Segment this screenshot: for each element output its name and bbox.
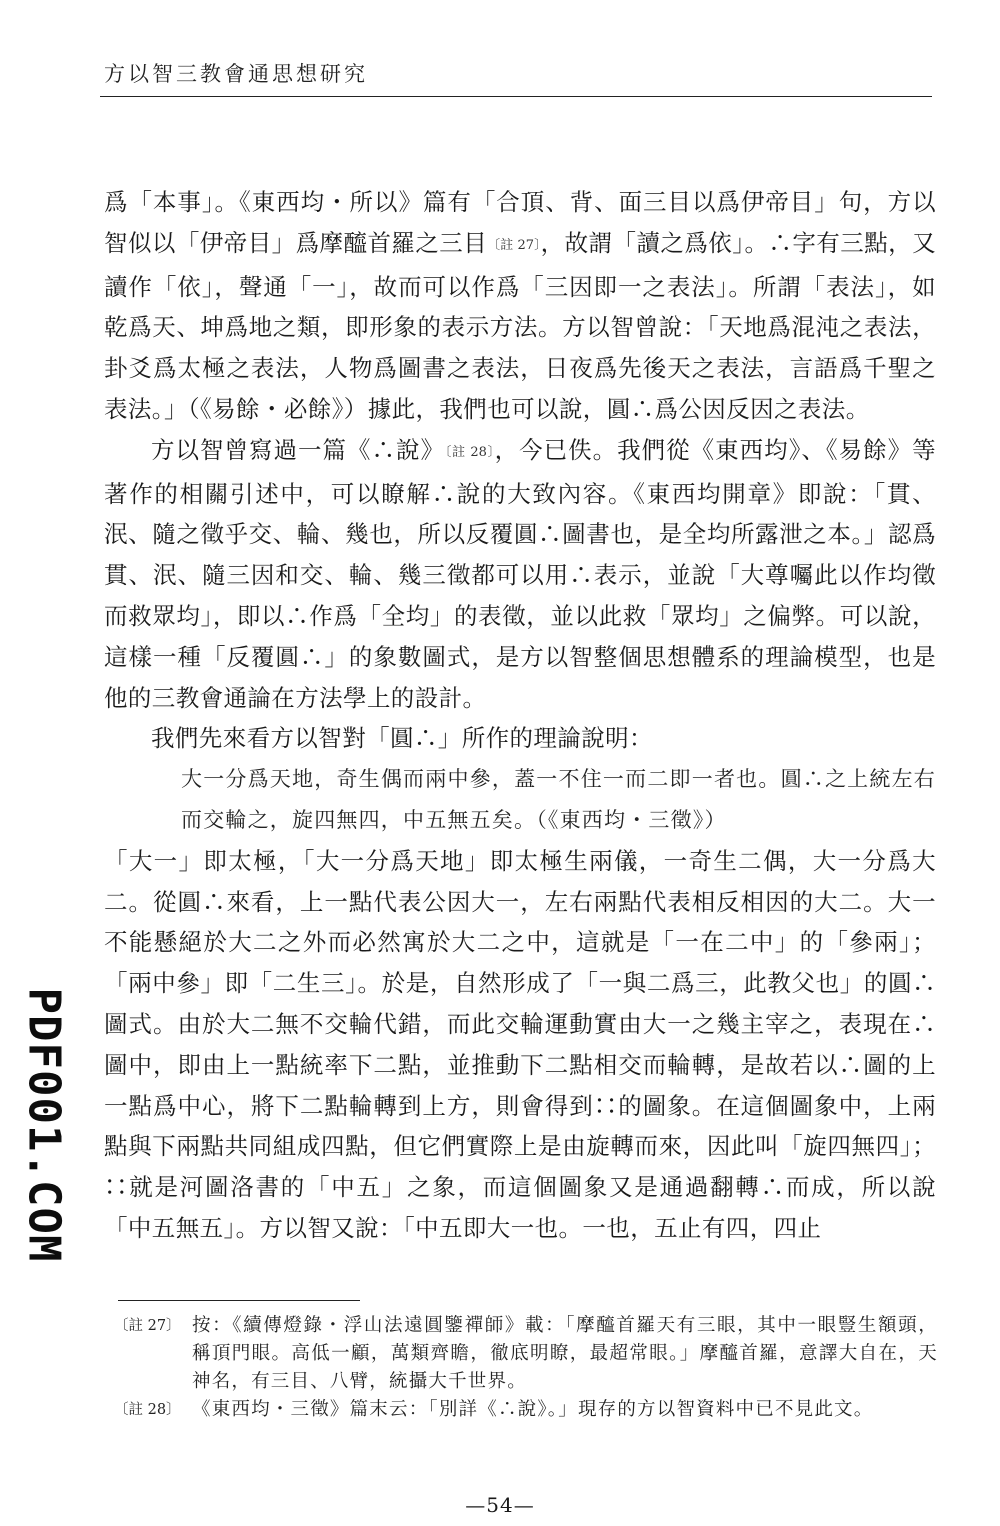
paragraph-3: 我們先來看方以智對「圓∴」所作的理論說明： (151, 724, 653, 753)
block-quote: 大一分爲天地，奇生偶而兩中參，蓋一不住一而二即一者也。圓∴之上統左右而交輪之，旋四無四，中五無五矣。（《東西均・三徵》） (181, 767, 936, 832)
footnote-text: 《東西均・三徵》篇末云：「別詳《∴說》。」現存的方以智資料中已不見此文。 (192, 1399, 874, 1420)
paragraph-2-text-cont: ，今已佚。我們從《東西均》、《易餘》等著作的相關引述中，可以瞭解∴說的大致內容。《東西均開章》即說：「貫、泯、隨之徵乎交、輪、幾也，所以反覆圓∴圖書也，是全均所露泄之本。」認爲貫、泯、隨三因和交、輪、幾三徵都可以用∴表示，並說「大尊囑此以作均徵而救眾均」，即以∴作爲「全均」的表徵，並以此救「眾均」之偏弊。可以說，這樣一種「反覆圓∴」的象數圖式，是方以智整個思想體系的理論模型，也是他的三教會通論在方法學上的設計。 (104, 435, 936, 712)
watermark: PDF001.COM (18, 987, 70, 1263)
footnote-ref-28[interactable]: 〔註 28〕 (444, 444, 495, 460)
footnote-text: 按：《續傳燈錄・浮山法遠圓鑒禪師》載：「摩醯首羅天有三眼，其中一眼豎生額頭，稱頂門眼。高低一顧，萬類齊瞻，徹底明瞭，最超常眼。」摩醯首羅，意譯大自在，天神名，有三目、八臂，統攝大千世界。 (192, 1315, 938, 1392)
footnote-ref-27[interactable]: 〔註 27〕 (487, 237, 541, 253)
footnotes (114, 1312, 938, 1424)
footnote-rule (118, 1300, 360, 1301)
paragraph-2-text: 方以智曾寫過一篇《∴說》 (151, 435, 445, 464)
paragraph-1-text-cont: ，故謂「讀之爲依」。∴字有三點，又讀作「依」，聲通「一」，故而可以作爲「三因即一之表法」。所謂「表法」，如乾爲天、坤爲地之類，即形象的表示方法。方以智曾說：「天地爲混沌之表法，卦爻爲太極之表法，人物爲圖書之表法，日夜爲先後天之表法，言語爲千聖之表法。」（《易餘・必餘》）據此，我們也可以說，圓∴爲公因反因之表法。 (104, 228, 936, 423)
running-title: 方以智三教會通思想研究 (104, 62, 368, 86)
header-rule (100, 96, 932, 97)
footnote-label: 〔註 28〕 (114, 1402, 181, 1418)
footnote-label: 〔註 27〕 (114, 1318, 181, 1334)
paragraph-2 (104, 430, 936, 719)
main-text (104, 182, 936, 1249)
footnote-28 (114, 1396, 938, 1424)
page-number: —54— (465, 1493, 535, 1517)
paragraph-1-text: 爲「本事」。《東西均・所以》篇有「合頂、背、面三目以爲伊帝目」句，方以智似以「伊帝目」爲摩醯首羅之三目 (104, 188, 936, 257)
footnote-27 (114, 1312, 938, 1396)
paragraph-1 (104, 182, 936, 430)
paragraph-4: 「大一」即太極，「大一分爲天地」即太極生兩儀，一奇生二偶，大一分爲大二。從圓∴來看，上一點代表公因大一，左右兩點代表相反相因的大二。大一不能懸絕於大二之外而必然寓於大二之中，這就是「一在二中」的「參兩」；「兩中參」即「二生三」。於是，自然形成了「一與二爲三，此教父也」的圓∴圖式。由於大二無不交輪代錯，而此交輪運動實由大一之幾主宰之，表現在∴圖中，即由上一點統率下二點，並推動下二點相交而輪轉，是故若以∴圖的上一點爲中心，將下二點輪轉到上方，則會得到∷的圖象。在這個圖象中，上兩點與下兩點共同組成四點，但它們實際上是由旋轉而來，因此叫「旋四無四」；∷就是河圖洛書的「中五」之象，而這個圖象又是通過翻轉∴而成，所以說「中五無五」。方以智又說：「中五即大一也。一也，五止有四，四止 (104, 846, 936, 1242)
